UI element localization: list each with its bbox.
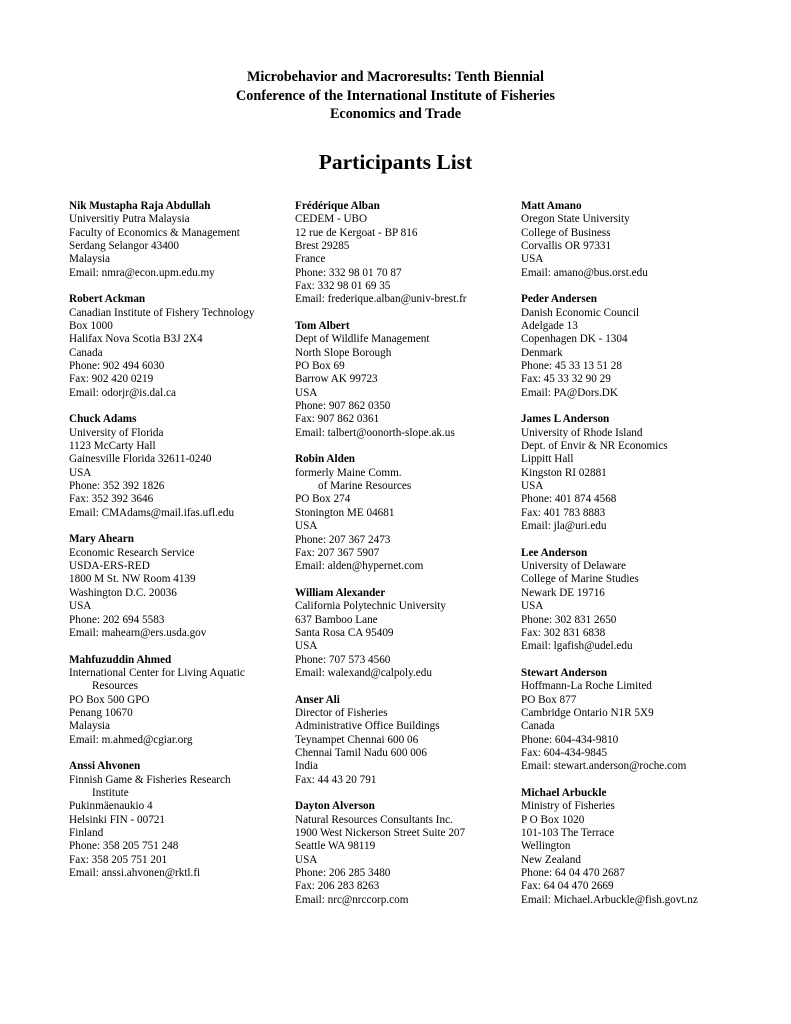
- participant-detail-line: Finnish Game & Fisheries Research: [69, 773, 231, 786]
- participants-column-2: [295, 200, 467, 920]
- participant-entry: [295, 453, 467, 573]
- participant-detail-line: Helsinki FIN - 00721: [69, 813, 166, 826]
- participant-name: Peder Andersen: [521, 293, 597, 306]
- conference-title-line: Conference of the International Institute of Fisheries: [236, 87, 555, 104]
- participant-detail-line: Teynampet Chennai 600 06: [295, 733, 419, 746]
- participant-detail-line: Malaysia: [69, 720, 111, 733]
- participant-detail-line: Wellington: [521, 840, 571, 853]
- participant-phone: Phone: 45 33 13 51 28: [521, 360, 622, 373]
- document-header: [0, 68, 791, 175]
- participant-entry: [69, 760, 254, 880]
- participant-fax: Fax: 64 04 470 2669: [521, 880, 614, 893]
- participant-name: Robin Alden: [295, 453, 356, 466]
- participant-detail-line: Institute: [92, 786, 129, 799]
- participant-detail-line: India: [295, 760, 318, 773]
- participant-detail-line: Seattle WA 98119: [295, 840, 376, 853]
- participant-fax: Fax: 45 33 32 90 29: [521, 373, 611, 386]
- participant-detail-line: Corvallis OR 97331: [521, 240, 612, 253]
- participants-column-1: [69, 200, 254, 894]
- participant-detail-line: Penang 10670: [69, 706, 133, 719]
- participant-fax: Fax: 604-434-9845: [521, 746, 608, 759]
- participant-detail-line: Serdang Selangor 43400: [69, 240, 179, 253]
- participant-phone: Phone: 707 573 4560: [295, 653, 391, 666]
- participant-phone: Phone: 358 205 751 248: [69, 840, 179, 853]
- participant-email: Email: odorjr@is.dal.ca: [69, 386, 176, 399]
- participant-detail-line: USA: [69, 600, 92, 613]
- participant-email: Email: Michael.Arbuckle@fish.govt.nz: [521, 893, 698, 906]
- participant-entry: [69, 293, 254, 400]
- participant-entry: [521, 547, 698, 654]
- participant-fax: Fax: 902 420 0219: [69, 373, 154, 386]
- participant-detail-line: Canadian Institute of Fishery Technology: [69, 306, 255, 319]
- participant-email: Email: amano@bus.orst.edu: [521, 266, 648, 279]
- participant-phone: Phone: 907 862 0350: [295, 400, 391, 413]
- participant-detail-line: Gainesville Florida 32611-0240: [69, 453, 212, 466]
- participant-detail-line: USA: [521, 600, 544, 613]
- participant-email: Email: jla@uri.edu: [521, 520, 607, 533]
- participant-detail-line: CEDEM - UBO: [295, 213, 368, 226]
- participant-detail-line: Finland: [69, 826, 104, 839]
- participant-detail-line: P O Box 1020: [521, 813, 585, 826]
- participant-detail-line: University of Florida: [69, 426, 164, 439]
- participant-name: Mary Ahearn: [69, 533, 134, 546]
- participant-entry: [69, 654, 254, 747]
- participant-detail-line: Director of Fisheries: [295, 706, 388, 719]
- participant-detail-line: Brest 29285: [295, 240, 350, 253]
- participant-entry: [295, 587, 467, 680]
- participant-fax: Fax: 206 283 8263: [295, 880, 380, 893]
- participant-email: Email: alden@hypernet.com: [295, 560, 424, 573]
- participant-name: Stewart Anderson: [521, 666, 608, 679]
- participant-email: Email: mahearn@ers.usda.gov: [69, 626, 207, 639]
- participant-email: Email: CMAdams@mail.ifas.ufl.edu: [69, 506, 235, 519]
- participant-detail-line: New Zealand: [521, 853, 581, 866]
- participant-detail-line: Box 1000: [69, 320, 113, 333]
- participant-fax: Fax: 907 862 0361: [295, 413, 380, 426]
- participant-detail-line: International Center for Living Aquatic: [69, 666, 245, 679]
- participant-detail-line: Halifax Nova Scotia B3J 2X4: [69, 333, 203, 346]
- participant-detail-line: Dept of Wildlife Management: [295, 333, 430, 346]
- participant-detail-line: Danish Economic Council: [521, 306, 640, 319]
- participant-name: Nik Mustapha Raja Abdullah: [69, 200, 211, 212]
- participant-name: Anser Ali: [295, 693, 340, 706]
- participant-detail-line: of Marine Resources: [318, 480, 412, 493]
- participant-detail-line: Copenhagen DK - 1304: [521, 333, 628, 346]
- participant-detail-line: Adelgade 13: [521, 320, 578, 333]
- conference-title: [0, 68, 791, 124]
- participant-detail-line: Pukinmäenaukio 4: [69, 800, 153, 813]
- participant-fax: Fax: 332 98 01 69 35: [295, 280, 391, 293]
- participant-detail-line: North Slope Borough: [295, 346, 392, 359]
- participant-entry: [521, 293, 698, 400]
- participant-email: Email: nrc@nrccorp.com: [295, 893, 409, 906]
- participant-detail-line: Malaysia: [69, 253, 111, 266]
- participant-email: Email: frederique.alban@univ-brest.fr: [295, 293, 467, 306]
- participant-entry: [69, 533, 254, 640]
- participant-detail-line: Dept. of Envir & NR Economics: [521, 440, 668, 453]
- participant-detail-line: USA: [521, 480, 544, 493]
- participant-fax: Fax: 302 831 6838: [521, 626, 606, 639]
- participant-detail-line: Stonington ME 04681: [295, 506, 395, 519]
- participant-name: Frédérique Alban: [295, 200, 380, 212]
- participant-detail-line: 12 rue de Kergoat - BP 816: [295, 226, 418, 239]
- participant-detail-line: University of Delaware: [521, 560, 626, 573]
- participant-detail-line: Natural Resources Consultants Inc.: [295, 813, 453, 826]
- participant-detail-line: Denmark: [521, 346, 563, 359]
- participant-detail-line: Lippitt Hall: [521, 453, 574, 466]
- participant-name: Lee Anderson: [521, 546, 588, 559]
- participants-column-3: [521, 200, 698, 920]
- participant-detail-line: USA: [295, 520, 318, 533]
- participant-phone: Phone: 64 04 470 2687: [521, 866, 625, 879]
- participant-email: Email: m.ahmed@cgiar.org: [69, 733, 193, 746]
- participant-detail-line: Washington D.C. 20036: [69, 586, 177, 599]
- participant-detail-line: Economic Research Service: [69, 546, 195, 559]
- participant-detail-line: California Polytechnic University: [295, 600, 446, 613]
- participant-email: Email: PA@Dors.DK: [521, 386, 618, 399]
- participant-detail-line: Universitiy Putra Malaysia: [69, 213, 190, 226]
- participant-phone: Phone: 604-434-9810: [521, 733, 619, 746]
- participant-name: Anssi Ahvonen: [69, 760, 141, 773]
- participant-fax: Fax: 44 43 20 791: [295, 773, 377, 786]
- participant-entry: [295, 200, 467, 307]
- participant-detail-line: University of Rhode Island: [521, 426, 643, 439]
- participant-name: Mahfuzuddin Ahmed: [69, 653, 172, 666]
- participant-email: Email: nmra@econ.upm.edu.my: [69, 266, 215, 279]
- participant-detail-line: Chennai Tamil Nadu 600 006: [295, 746, 427, 759]
- participant-detail-line: Faculty of Economics & Management: [69, 226, 240, 239]
- participant-detail-line: PO Box 69: [295, 360, 345, 373]
- participant-entry: [69, 200, 254, 280]
- participant-detail-line: 101-103 The Terrace: [521, 826, 615, 839]
- participant-phone: Phone: 302 831 2650: [521, 613, 617, 626]
- participant-name: Dayton Alverson: [295, 800, 375, 813]
- participant-detail-line: College of Business: [521, 226, 611, 239]
- conference-title-line: Microbehavior and Macroresults: Tenth Biennial: [247, 69, 544, 85]
- participant-detail-line: PO Box 274: [295, 493, 351, 506]
- participant-name: Michael Arbuckle: [521, 786, 607, 799]
- participant-email: Email: talbert@oonorth-slope.ak.us: [295, 426, 455, 439]
- participant-detail-line: Administrative Office Buildings: [295, 720, 440, 733]
- participant-detail-line: Kingston RI 02881: [521, 466, 607, 479]
- participant-detail-line: Ministry of Fisheries: [521, 800, 615, 813]
- participant-detail-line: Newark DE 19716: [521, 586, 605, 599]
- participant-phone: Phone: 206 285 3480: [295, 866, 391, 879]
- participant-detail-line: formerly Maine Comm.: [295, 466, 402, 479]
- participant-entry: [521, 667, 698, 774]
- participant-detail-line: Canada: [521, 720, 555, 733]
- participant-phone: Phone: 352 392 1826: [69, 480, 165, 493]
- participant-entry: [521, 200, 698, 280]
- conference-title-line: Economics and Trade: [329, 106, 462, 122]
- participant-entry: [521, 413, 698, 533]
- participant-detail-line: USA: [295, 386, 318, 399]
- participant-fax: Fax: 207 367 5907: [295, 546, 380, 559]
- participant-detail-line: USA: [69, 466, 92, 479]
- participant-detail-line: USA: [295, 853, 318, 866]
- participant-entry: [295, 694, 467, 787]
- participant-entry: [69, 413, 254, 520]
- participant-phone: Phone: 202 694 5583: [69, 613, 165, 626]
- participant-entry: [295, 800, 467, 907]
- participant-phone: Phone: 207 367 2473: [295, 533, 391, 546]
- participant-name: Chuck Adams: [69, 413, 137, 426]
- participant-fax: Fax: 352 392 3646: [69, 493, 154, 506]
- participant-detail-line: USA: [521, 253, 544, 266]
- participant-detail-line: 1800 M St. NW Room 4139: [69, 573, 196, 586]
- participant-detail-line: Resources: [92, 680, 138, 693]
- participant-fax: Fax: 401 783 8883: [521, 506, 606, 519]
- participant-detail-line: 1123 McCarty Hall: [69, 440, 156, 453]
- participant-name: Robert Ackman: [69, 293, 146, 306]
- participant-entry: [295, 320, 467, 440]
- participant-detail-line: PO Box 877: [521, 693, 577, 706]
- participant-detail-line: Barrow AK 99723: [295, 373, 378, 386]
- participant-detail-line: 637 Bamboo Lane: [295, 613, 378, 626]
- participant-detail-line: Santa Rosa CA 95409: [295, 626, 394, 639]
- participant-email: Email: walexand@calpoly.edu: [295, 666, 432, 679]
- participant-fax: Fax: 358 205 751 201: [69, 853, 168, 866]
- participant-detail-line: Canada: [69, 346, 103, 359]
- participant-phone: Phone: 902 494 6030: [69, 360, 165, 373]
- participant-detail-line: Cambridge Ontario N1R 5X9: [521, 706, 654, 719]
- participant-name: William Alexander: [295, 586, 386, 599]
- participant-detail-line: College of Marine Studies: [521, 573, 639, 586]
- participant-name: Tom Albert: [295, 320, 350, 333]
- participant-email: Email: anssi.ahvonen@rktl.fi: [69, 866, 201, 879]
- participant-name: James L Anderson: [521, 413, 610, 426]
- participant-name: Matt Amano: [521, 200, 582, 212]
- participant-entry: [521, 787, 698, 907]
- participant-email: Email: stewart.anderson@roche.com: [521, 760, 687, 773]
- participant-detail-line: USDA-ERS-RED: [69, 560, 150, 573]
- participant-email: Email: lgafish@udel.edu: [521, 640, 633, 653]
- page-title: Participants List: [318, 149, 473, 174]
- participant-detail-line: USA: [295, 640, 318, 653]
- participant-phone: Phone: 332 98 01 70 87: [295, 266, 402, 279]
- participant-detail-line: Oregon State University: [521, 213, 630, 226]
- participant-detail-line: Hoffmann-La Roche Limited: [521, 680, 652, 693]
- participant-detail-line: France: [295, 253, 326, 266]
- participant-phone: Phone: 401 874 4568: [521, 493, 617, 506]
- participant-detail-line: 1900 West Nickerson Street Suite 207: [295, 826, 466, 839]
- participant-detail-line: PO Box 500 GPO: [69, 693, 150, 706]
